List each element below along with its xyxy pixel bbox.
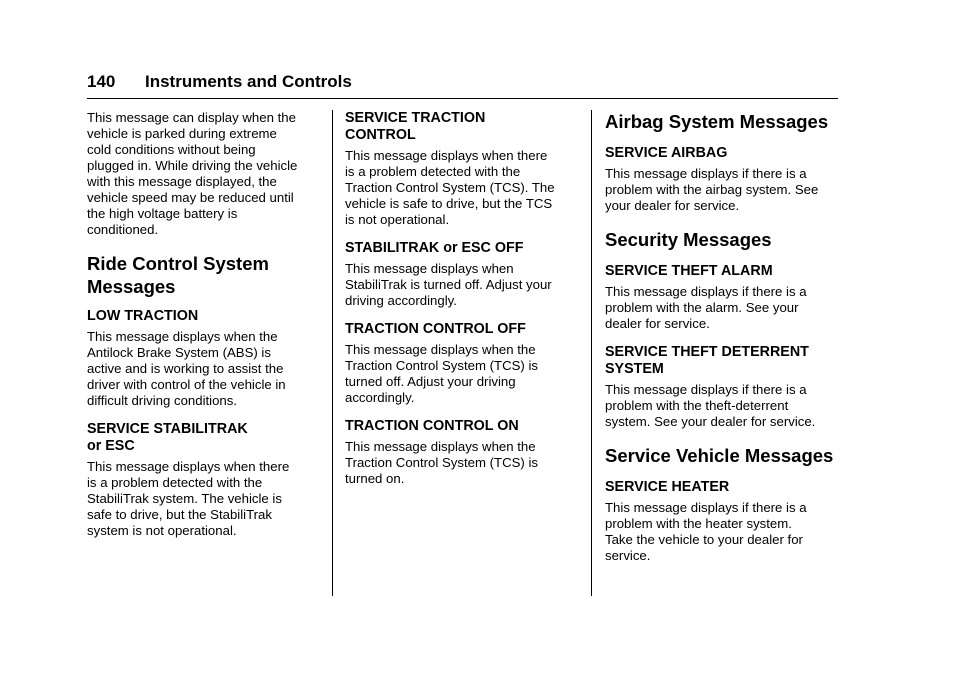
column-2 xyxy=(345,110,581,487)
header-rule xyxy=(87,98,838,99)
traction-off-title: TRACTION CONTROL OFF xyxy=(345,321,526,337)
stabilitrak-off-text: This message displays when StabiliTrak is turned off. Adjust your driving accordingly. xyxy=(345,261,552,308)
page-header xyxy=(87,72,837,98)
theft-deterrent-text: This message displays if there is a problem with the theft-deterrent system. See your dealer for service. xyxy=(605,382,816,429)
intro-paragraph: This message can display when the vehicle is parked during extreme cold conditions without being plugged in. While driving the vehicle with this message displayed, the vehicle speed may be reduced until the high voltage battery is conditioned. xyxy=(87,110,298,237)
service-traction-text: This message displays when there is a problem detected with the Traction Control System (TCS). The vehicle is safe to drive, but the TCS is not operational. xyxy=(345,148,555,227)
service-heater-title: SERVICE HEATER xyxy=(605,479,730,495)
column-divider xyxy=(591,110,592,596)
service-vehicle-heading: Service Vehicle Messages xyxy=(605,445,834,466)
service-traction-title: SERVICE TRACTION CONTROL xyxy=(345,110,486,143)
service-airbag-title: SERVICE AIRBAG xyxy=(605,145,728,161)
traction-on-title: TRACTION CONTROL ON xyxy=(345,418,519,434)
traction-off-text: This message displays when the Traction Control System (TCS) is turned off. Adjust your driving accordingly. xyxy=(345,342,538,405)
page-number: 140 xyxy=(87,72,116,91)
security-heading: Security Messages xyxy=(605,229,772,250)
column-1 xyxy=(87,110,319,539)
column-divider xyxy=(332,110,333,596)
section-title: Instruments and Controls xyxy=(145,72,352,91)
airbag-heading: Airbag System Messages xyxy=(605,111,829,132)
service-heater-text: This message displays if there is a problem with the heater system. Take the vehicle to your dealer for service. xyxy=(605,500,807,563)
service-stabilitrak-title: SERVICE STABILITRAK or ESC xyxy=(87,421,248,454)
service-stabilitrak-text: This message displays when there is a problem detected with the StabiliTrak system. The vehicle is safe to drive, but the StabiliTrak system is not operational. xyxy=(87,459,290,538)
stabilitrak-off-title: STABILITRAK or ESC OFF xyxy=(345,240,524,256)
theft-alarm-title: SERVICE THEFT ALARM xyxy=(605,263,773,279)
traction-on-text: This message displays when the Traction Control System (TCS) is turned on. xyxy=(345,439,538,486)
column-3 xyxy=(605,110,845,564)
low-traction-title: LOW TRACTION xyxy=(87,308,199,324)
theft-deterrent-title: SERVICE THEFT DETERRENT SYSTEM xyxy=(605,344,809,377)
low-traction-text: This message displays when the Antilock Brake System (ABS) is active and is working to assist the driver with control of the vehicle in difficult driving conditions. xyxy=(87,329,286,408)
theft-alarm-text: This message displays if there is a problem with the alarm. See your dealer for service. xyxy=(605,284,807,331)
service-airbag-text: This message displays if there is a problem with the airbag system. See your dealer for service. xyxy=(605,166,819,213)
ride-control-heading: Ride Control System Messages xyxy=(87,253,269,297)
